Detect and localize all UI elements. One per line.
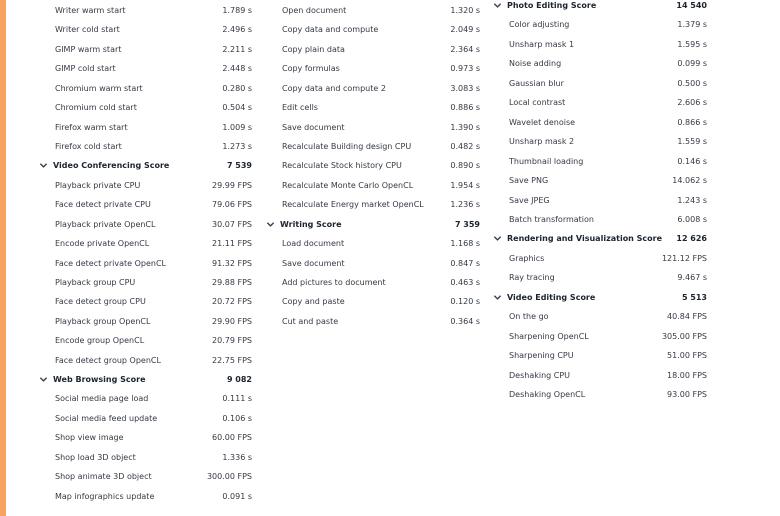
group-title: Rendering and Visualization Score: [507, 234, 663, 244]
result-value: 0.482 s: [450, 141, 480, 151]
result-row: [39, 20, 252, 39]
result-row: [493, 191, 707, 210]
result-label: Social media feed update: [55, 413, 158, 423]
result-value: 9.467 s: [677, 273, 707, 283]
result-value: 1.336 s: [222, 452, 252, 462]
result-label: Map infographics update: [55, 491, 155, 501]
result-row: [266, 195, 480, 214]
result-label: Save document: [282, 122, 345, 132]
result-value: 0.106 s: [222, 413, 252, 423]
result-label: Shop load 3D object: [55, 452, 136, 462]
result-label: Copy formulas: [282, 64, 340, 74]
result-row: [266, 156, 480, 175]
result-label: Encode private OpenCL: [55, 239, 150, 248]
result-row: [266, 1, 480, 20]
result-label: Unsharp mask 1: [509, 39, 575, 49]
result-row: [266, 40, 480, 59]
group-score: 14 540: [676, 1, 707, 10]
result-row: [39, 331, 252, 350]
group-score: 7 539: [226, 161, 252, 171]
group-score: 7 359: [454, 219, 480, 229]
result-label: Noise adding: [509, 59, 562, 69]
result-value: 1.273 s: [222, 141, 252, 151]
result-row: [39, 118, 252, 137]
result-value: 2.496 s: [222, 25, 252, 35]
result-value: 0.890 s: [450, 161, 480, 171]
result-row: [266, 98, 480, 117]
result-label: Recalculate Monte Carlo OpenCL: [282, 180, 414, 190]
result-row: [266, 118, 480, 137]
result-label: Sharpening OpenCL: [509, 331, 589, 341]
result-row: [493, 35, 707, 54]
result-value: 0.364 s: [450, 316, 480, 326]
result-value: 18.00 FPS: [667, 370, 707, 380]
result-label: Wavelet denoise: [509, 117, 576, 127]
group-title: Writing Score: [280, 219, 342, 229]
result-value: 0.973 s: [450, 64, 480, 74]
group-title: Photo Editing Score: [507, 1, 597, 10]
result-value: 1.009 s: [222, 122, 252, 132]
result-row: [39, 428, 252, 447]
group-header[interactable]: [39, 156, 252, 175]
result-label: Cut and paste: [282, 316, 339, 326]
result-row: [493, 152, 707, 171]
result-label: Ray tracing: [509, 273, 555, 283]
result-row: [493, 366, 707, 385]
result-label: Firefox warm start: [55, 122, 128, 132]
result-label: Firefox cold start: [55, 141, 122, 151]
result-row: [39, 312, 252, 331]
result-label: Playback group CPU: [55, 277, 136, 287]
result-label: Copy data and compute 2: [282, 83, 386, 93]
result-label: Playback group OpenCL: [55, 316, 151, 326]
result-label: Color adjusting: [509, 20, 570, 30]
result-row: [39, 98, 252, 117]
result-value: 1.379 s: [677, 20, 707, 30]
result-label: Copy data and compute: [282, 25, 379, 35]
result-label: Face detect private OpenCL: [55, 258, 167, 268]
result-label: Face detect group CPU: [55, 297, 146, 307]
result-row: [493, 210, 707, 229]
result-value: 1.390 s: [450, 122, 480, 132]
result-value: 0.866 s: [677, 117, 707, 127]
result-label: Chromium cold start: [55, 103, 137, 113]
chevron-down-icon[interactable]: [39, 375, 48, 384]
result-value: 22.75 FPS: [212, 355, 252, 365]
result-label: On the go: [509, 312, 549, 322]
chevron-down-icon[interactable]: [39, 161, 48, 170]
result-value: 0.504 s: [222, 103, 252, 113]
result-label: Load document: [282, 239, 345, 248]
result-row: [493, 171, 707, 190]
result-row: [39, 273, 252, 292]
result-row: [493, 54, 707, 73]
result-value: 51.00 FPS: [667, 351, 707, 361]
result-label: Face detect group OpenCL: [55, 355, 161, 365]
result-value: 29.99 FPS: [212, 180, 252, 190]
result-row: [39, 137, 252, 156]
result-value: 0.847 s: [450, 258, 480, 268]
result-label: Writer warm start: [55, 6, 126, 15]
result-value: 6.008 s: [677, 214, 707, 224]
result-row: [39, 389, 252, 408]
result-label: Writer cold start: [55, 25, 120, 35]
result-value: 0.500 s: [677, 78, 707, 88]
result-row: [266, 234, 480, 253]
result-row: [266, 176, 480, 195]
result-label: Playback private OpenCL: [55, 219, 156, 229]
result-row: [493, 93, 707, 112]
result-value: 93.00 FPS: [667, 390, 707, 399]
result-row: [39, 79, 252, 98]
result-value: 2.448 s: [222, 64, 252, 74]
result-value: 1.559 s: [677, 137, 707, 147]
chevron-down-icon[interactable]: [493, 1, 502, 10]
result-label: Add pictures to document: [282, 277, 386, 287]
result-row: [266, 273, 480, 292]
result-value: 1.236 s: [450, 200, 480, 210]
result-row: [493, 385, 707, 404]
result-row: [266, 254, 480, 273]
result-row: [493, 346, 707, 365]
result-value: 91.32 FPS: [212, 258, 252, 268]
result-label: Thumbnail loading: [509, 156, 584, 166]
result-value: 20.72 FPS: [212, 297, 252, 307]
result-row: [39, 351, 252, 370]
result-value: 29.90 FPS: [212, 316, 252, 326]
result-value: 30.07 FPS: [212, 219, 252, 229]
result-row: [39, 292, 252, 311]
result-label: GIMP warm start: [55, 44, 122, 54]
result-value: 0.463 s: [450, 277, 480, 287]
result-value: 2.364 s: [450, 44, 480, 54]
result-label: Save JPEG: [509, 195, 550, 205]
result-value: 0.886 s: [450, 103, 480, 113]
result-value: 0.111 s: [222, 394, 252, 404]
result-value: 21.11 FPS: [212, 239, 252, 248]
result-label: Copy plain data: [282, 44, 345, 54]
group-title: Web Browsing Score: [53, 375, 146, 384]
result-row: [493, 268, 707, 287]
result-label: Gaussian blur: [509, 78, 564, 88]
result-value: 121.12 FPS: [661, 253, 707, 263]
result-row: [493, 307, 707, 326]
result-value: 2.049 s: [450, 25, 480, 35]
result-label: Save document: [282, 258, 345, 268]
result-label: Encode group OpenCL: [55, 336, 145, 346]
result-row: [39, 234, 252, 253]
result-value: 1.168 s: [450, 239, 480, 248]
result-value: 0.146 s: [677, 156, 707, 166]
group-header[interactable]: [493, 288, 707, 307]
group-score: 9 082: [226, 375, 252, 384]
group-title: Video Conferencing Score: [53, 161, 170, 171]
result-label: Shop animate 3D object: [55, 472, 152, 482]
result-label: GIMP cold start: [55, 64, 116, 74]
chevron-down-icon[interactable]: [493, 293, 502, 302]
result-label: Copy and paste: [282, 297, 345, 307]
result-label: Playback private CPU: [55, 180, 141, 190]
result-value: 0.280 s: [222, 83, 252, 93]
result-value: 20.79 FPS: [212, 336, 252, 346]
result-label: Chromium warm start: [55, 83, 143, 93]
result-row: [39, 448, 252, 467]
result-value: 300.00 FPS: [206, 472, 252, 482]
result-row: [266, 312, 480, 331]
accent-bar: [0, 0, 6, 516]
result-row: [39, 176, 252, 195]
result-row: [493, 132, 707, 151]
result-label: Open document: [282, 6, 347, 15]
result-value: 29.88 FPS: [212, 277, 252, 287]
result-row: [39, 195, 252, 214]
group-header[interactable]: [39, 370, 252, 389]
result-value: 1.595 s: [677, 39, 707, 49]
result-label: Recalculate Building design CPU: [282, 141, 412, 151]
result-value: 3.083 s: [450, 83, 480, 93]
result-value: 40.84 FPS: [667, 312, 707, 322]
result-row: [266, 292, 480, 311]
result-row: [493, 74, 707, 93]
result-row: [493, 249, 707, 268]
result-row: [493, 327, 707, 346]
result-row: [39, 1, 252, 20]
result-value: 14.062 s: [672, 176, 707, 185]
result-row: [266, 137, 480, 156]
result-label: Deshaking CPU: [509, 370, 571, 380]
result-label: Graphics: [509, 253, 545, 263]
result-row: [266, 59, 480, 78]
result-row: [266, 20, 480, 39]
result-label: Recalculate Stock history CPU: [282, 161, 402, 171]
result-row: [39, 59, 252, 78]
result-label: Recalculate Energy market OpenCL: [282, 200, 424, 210]
result-row: [493, 15, 707, 34]
result-label: Sharpening CPU: [509, 351, 574, 361]
group-score: 12 626: [676, 234, 707, 244]
group-header[interactable]: [493, 229, 707, 248]
group-title: Video Editing Score: [507, 292, 596, 302]
result-value: 1.243 s: [677, 195, 707, 205]
result-label: Edit cells: [282, 103, 318, 113]
result-value: 1.789 s: [222, 6, 252, 15]
result-row: [39, 40, 252, 59]
result-row: [39, 487, 252, 506]
result-label: Face detect private CPU: [55, 200, 151, 210]
result-label: Batch transformation: [509, 214, 594, 224]
group-header[interactable]: [266, 215, 480, 234]
chevron-down-icon[interactable]: [266, 220, 275, 229]
result-row: [493, 113, 707, 132]
result-value: 0.120 s: [450, 297, 480, 307]
result-label: Social media page load: [55, 394, 149, 404]
result-value: 305.00 FPS: [661, 331, 707, 341]
result-row: [39, 409, 252, 428]
result-label: Deshaking OpenCL: [509, 390, 586, 399]
result-value: 2.606 s: [677, 98, 707, 108]
result-value: 0.099 s: [677, 59, 707, 69]
result-label: Shop view image: [55, 433, 124, 443]
result-value: 1.320 s: [450, 6, 480, 15]
result-value: 2.211 s: [222, 44, 252, 54]
result-value: 0.091 s: [222, 491, 252, 501]
result-value: 79.06 FPS: [212, 200, 252, 210]
result-row: [39, 254, 252, 273]
result-label: Local contrast: [509, 98, 566, 108]
result-label: Unsharp mask 2: [509, 137, 575, 147]
result-row: [39, 215, 252, 234]
result-value: 1.954 s: [450, 180, 480, 190]
group-header[interactable]: [493, 0, 707, 15]
result-label: Save PNG: [509, 176, 549, 185]
chevron-down-icon[interactable]: [493, 234, 502, 243]
group-score: 5 513: [681, 292, 707, 302]
result-value: 60.00 FPS: [212, 433, 252, 443]
result-row: [266, 79, 480, 98]
result-row: [39, 467, 252, 486]
